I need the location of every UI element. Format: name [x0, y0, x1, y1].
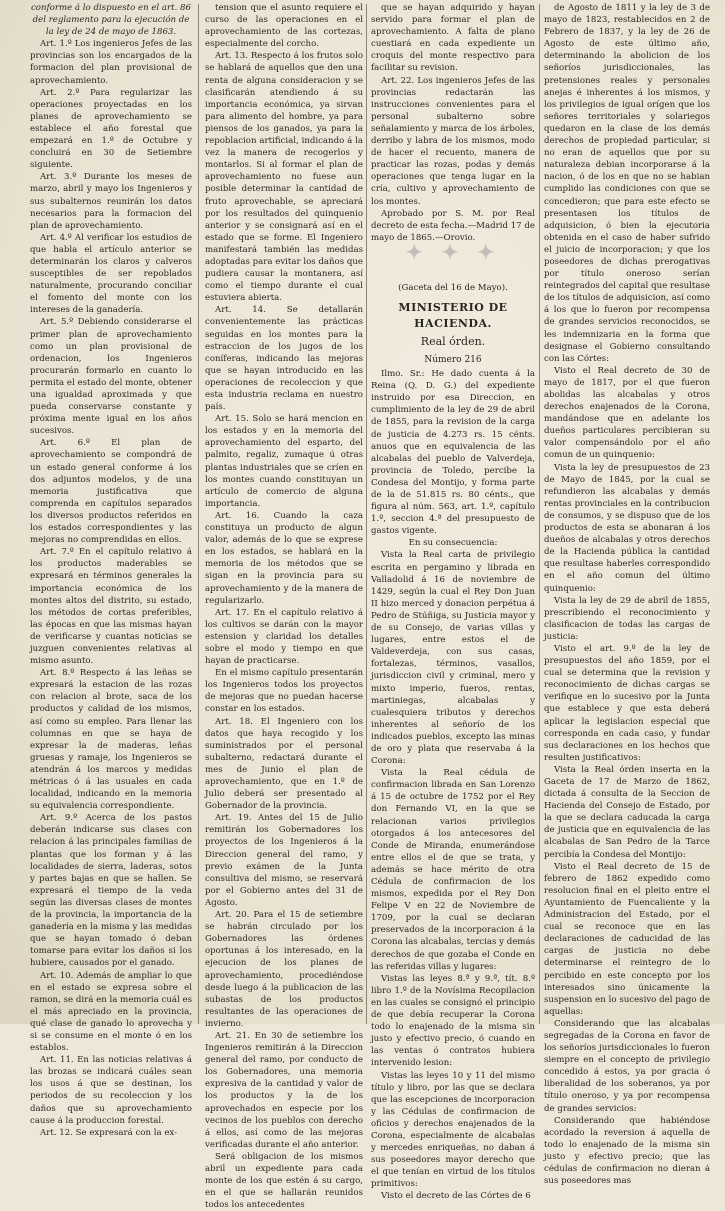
paragraph: Visto el Real decreto de 15 de febrero de 1862 expedido como resolucion final en el pleito entre el Ayuntamiento de Fuencaliente y la Administracion del Estado, por el cual se reconoce que en las declaraciones de caducidad de las cargas de justicia no debe determinarse el reintegro de lo percibido en este concepto por los interesados sino únicamente la suspension en lo sucesivo del pago de aquellas: — [544, 861, 710, 1017]
paragraph: de Agosto de 1811 y la ley de 3 de mayo de 1823, restablecidos en 2 de Febrero de 1837, y la ley de 26 de Agosto de este último año, determinando la abolicion de los señoríos jurisdiccionales, las pretensiones reales y personales anejas é inherentes á los mismos, y los privilegios de igual orígen que los señores territoriales y solariegos quedaron en la clase de los demás derechos de propiedad particular, si no eran de aquellos que por su naturaleza debian incorporarse á la nacion, ó de los en que no se habian cumplido las condiciones con que se concedieron; que para este efecto se presentasen los títulos de adquisicion, ó bien la ejecutoria obtenida en el caso de haber sufrido el juicio de incorporacion; y que los poseedores de dichas prerogativas por título oneroso serían reintegrados del capital que resultase de los títulos de adquisicion, así como á los que lo fueron por recompensa de grandes servicios reconocidos, se les indemnizaria en la forma que designase el Gobierno consultando con las Córtes: — [544, 3, 710, 364]
paragraph: Considerando que habiéndose acordado la reversion á aquella de todo lo enajenado de la misma sin justo y efectivo precio; que las cédulas de confirmacion no dieran á sus poseedores mas — [544, 1115, 710, 1187]
paragraph: que se hayan adquirido y hayan servido para formar el plan de aprovechamiento. A falta de plano cuestiará en cada expediente un croquis del monte respectivo para facilitar su revision. — [371, 3, 535, 74]
paragraph: Será obligacion de los mismos abril un expediente para cada monte de los que estén á su cargo, en el que se hallarán reunidos todos los antecedentes — [205, 1151, 363, 1211]
paragraph: Art. 2.º Para regularizar las operaciones proyectadas en los planes de aprovechamiento se establece el año forestal que empezará en 1.º de Octubre y concluirá en 30 de Setiembre siguiente. — [30, 87, 192, 171]
signature-line: Aprobado por S. M. por Real decreto de esta fecha.—Madrid 17 de mayo de 1865.—Orovio. — [371, 208, 535, 243]
paragraph: Art. 20. Para el 15 de setiembre se habrán circulado por los Gobernadores las órdenes oportunas á los interesado, en la ejecucion de los planes de aprovechamiento, procediéndose desde luego á la publicacion de las subastas de los productos resultantes de las operaciones de invierno. — [205, 910, 363, 1029]
order-number: Número 216 — [424, 354, 482, 365]
column-rule — [198, 4, 199, 1024]
paragraph: Art. 8.º Respecto á las leñas se expresará la estacion de las rozas con relacion al brote, saca de los productos y calidad de los mismos, así como su empleo. Para llenar las columnas en que se haya de expresar la de maderas, leñas gruesas y ramaje, los Ingenieros se atendrán á los marcos y medidas métricas ó á las usuales en cada localidad, indicando en la memoria su equivalencia correspondiente. — [30, 668, 192, 812]
gazette-note: (Gaceta del 16 de Mayo). — [398, 282, 508, 293]
paragraph: Art. 15. Solo se hará mencion en los estados y en la memoria del aprovechamiento del esparto, del palmito, regaliz, zumaque ú otras plantas industriales que se críen en los montes cuando constituyan un artículo de comercio de alguna importancia. — [205, 414, 363, 509]
paragraph: En su consecuencia: — [408, 538, 498, 549]
paragraph: Art. 3.º Durante los meses de marzo, abril y mayo los Ingenieros y sus subalternos reunirán los datos necesarios para la formacion del plan de aprovechamiento. — [30, 172, 192, 231]
paragraph: Art. 22. Los ingenieros Jefes de las provincias redactarán las instrucciones convenientes para el personal subalterno sobre señalamiento y marca de los árboles, derribo y labra de los mismos, modo de hacer el recuento, manera de practicar las rozas, podas y demás operaciones que tenga lugar en la cría, cultivo y aprovechamiento de los montes. — [371, 75, 535, 207]
ministry-title: MINISTERIO DE HACIENDA. — [398, 300, 508, 330]
order-title: Real órden. — [420, 334, 486, 348]
column-1 — [30, 0, 192, 1138]
paragraph: Art. 21. En 30 de setiembre los Ingenieros remitirán á la Direccion general del ramo, por conducto de los Gobernadores, una memoria expresiva de la cantidad y valor de los productos y la de los aprovechados en especie por los vecinos de los pueblos con derecho á ellos, así como de las mejoras verificadas durante el año anterior. — [205, 1030, 363, 1150]
paragraph: Ilmo. Sr.: He dado cuenta á la Reina (Q. D. G.) del expediente instruido por esa Direccion, en cumplimiento de la ley de 29 de abril de 1855, para la revision de la carga de justicia de 4.273 rs. 15 cénts. anuos que en equivalencia de las alcabalas del pueblo de Valverdeja, provincia de Toledo, percibe la Condesa del Montijo, y forma parte de la de 51.815 rs. 80 cénts., que figura al núm. 563, art. 1.º, capítulo 1.º, seccion 4.ª del presupuesto de gastos vigente. — [371, 369, 535, 537]
paragraph: Art. 14. Se detallarán convenientemente las prácticas seguidas en los montes para la estraccion de los jugos de los coníferas, indicando las mejoras que se hayan introducido en las operaciones de recoleccion y que esta industria reclama en nuestro país. — [205, 305, 363, 413]
paragraph: tension que el asunto requiere el curso de las operaciones en el aprovechamiento de las cortezas, especialmente del corcho. — [205, 3, 363, 50]
paragraph: Visto el art. 9.º de la ley de presupuestos del año 1859, por el cual se determina que la revision y reconocimiento de dichas cargas se verifique en lo sucesivo por la Junta que establece y que esta deberá aplicar la legislacion especial que corresponda en cada caso, y fundar sus declaraciones en los hechos que resulten justificativos: — [544, 643, 710, 763]
column-rule — [366, 4, 367, 1024]
paragraph: Vista la ley de 29 de abril de 1855, prescribiendo el reconocimiento y clasificacion de todas las cargas de justicia: — [544, 595, 710, 642]
paragraph: Art. 7.º En el capítulo relativo á los productos maderables se expresará en términos generales la importancia económica de los montes altos del distrito, su estado, los métodos de cortas preferibles, las épocas en que las mismas hayan de verificarse y cuantas noticias se juzguen convenientes relativas al mismo asunto. — [30, 547, 192, 667]
paragraph: En el mismo capítulo presentarán los Ingenieros todos los proyectos de mejoras que no puedan hacerse constar en los estados. — [205, 668, 363, 715]
paragraph: Visto el Real decreto de 30 de mayo de 1817, por el que fueron abolidas las alcabalas y otros derechos enajenados de la Corona, mandándose que en adelante los dueños particulares percibieran su valor compensándolo por el año comun de un quinquenio: — [544, 365, 710, 461]
paragraph: Art. 5.º Debiendo considerarse el primer plan de aprovechamiento como un plan provisional de ordenacion, los Ingenieros procurarán formarlo en cuanto lo permita el estado del monte, obtener una igualdad aproximada y que pueda conservarse constante y próxima mente igual en los años sucesivos. — [30, 317, 192, 437]
paragraph: Art. 18. El Ingeniero con los datos que haya recogido y los suministrados por el personal subalterno, redactará durante el mes de Junio el plan de aprovechamiento, que en 1.º de Julio deberá ser presentado al Gobernador de la provincia. — [205, 716, 363, 812]
column-2 — [205, 0, 363, 1211]
column-rule — [539, 4, 540, 1024]
paragraph: Vista la Real carta de privilegio escrita en pergamino y librada en Valladolid á 16 de noviembre de 1429, según la cual el Rey Don Juan II hizo merced y donacion perpétua á Pedro de Stúñiga, su Justicia mayor y de su Consejo, de varias villas y lugares, entre estos el de Valdeverdeja, con sus casas, fortalezas, términos, vasallos, jurisdiccion civil y criminal, mero y mixto imperio, fueros, rentas, martiniegas, alcabalas y cualesquiera tributos y derechos inherentes al señorío de los indicados pueblos, excepto las minas de oro y plata que reservaba á la Corona: — [371, 550, 535, 767]
paragraph: Art. 12. Se expresará con la ex- — [40, 1127, 178, 1138]
paragraph: Art. 16. Cuando la caza constituya un producto de algun valor, además de lo que se exprese en los estados, se hablará en la memoria de los métodos que se sigan en la provincia para su aprovechamiento y de la manera de regularizarlo. — [205, 510, 363, 606]
paragraph: Art. 9.º Acerca de los pastos deberán indicarse sus clases con relacion á las principales familias de plantas que los forman y á las localidades de sierra, laderas, sotos y partes bajas en que se hallen. Se expresará el tiempo de la veda según las diversas clases de montes de la provincia, la importancia de la ganadería en la misma y las medidas que se hayan tomado ó deban tomarse para evitar los daños si los hubiere, causados por el ganado. — [30, 813, 192, 969]
paragraph: Vistas las leyes 10 y 11 del mismo título y libro, por las que se declara que las escepciones de incorporacion y las Cédulas de confirmacion de oficios y derechos enajenados de la Corona, especialmente de alcabalas y mercedes enriqueñas, no daban á sus poseedores mayor derecho que el que tenían en virtud de los títulos primitivos: — [371, 1070, 535, 1190]
paragraph: Art. 6.º El plan de aprovechamiento se compondrá de un estado general conforme á los dos adjuntos modelos, y de una memoria justificativa que comprenda en capítulos separados los diversos productos referidos en los estados correspondientes y las mejoras no comprendidas en ellos. — [30, 438, 192, 546]
paragraph: Art. 1.º Los ingenieros Jefes de las provincias son los encargados de la formacion del plan provisional de aprovechamiento. — [30, 39, 192, 86]
paragraph: Considerando que las alcabalas segregadas de la Corona en favor de los señoríos jurisdiccionales lo fueron siempre en el concepto de privilegio concedido á estos, ya por gracia ó liberalidad de los soberanos, ya por título oneroso, y ya por recompensa de grandes servicios: — [544, 1018, 710, 1114]
faded-stamp-ornament: ✦ ✦ ✦ — [405, 239, 501, 264]
column-4 — [544, 0, 710, 1187]
paragraph: Visto el decreto de las Córtes de 6 — [381, 1191, 531, 1202]
paragraph: Art. 11. En las noticias relativas á las brozas se indicará cuáles sean los usos á que se destinan, los periodos de su recoleccion y los daños que su aprovechamiento cause á la produccion forestal. — [30, 1055, 192, 1126]
column-1-header: conforme á lo dispuesto en el art. 86 del reglamento para la ejecución de la ley de 24 de mayo de 1863. — [30, 3, 191, 38]
paragraph: Art. 19. Antes del 15 de Julio remitirán los Gobernadores los proyectos de los Ingenieros á la Direccion general del ramo, y previo exámen de la Junta consultiva del mismo, se reservará por el Gobierno antes del 31 de Agosto. — [205, 813, 363, 908]
paragraph: Vista la ley de presupuestos de 23 de Mayo de 1845, por la cual se refundieron las alcabalas y demás rentas provinciales en la contribucion de consumos, y se dispuso que de los productos de esta se abonaran á los dueños de alcabalas y otros derechos de la Hacienda pública la cantidad que resultase haberles correspondido en el año comun del último quinquenio: — [544, 462, 710, 594]
paragraph: Art. 17. En el capítulo relativo á los cultivos se darán con la mayor estension y claridad los detalles sobre el modo y tiempo en que hayan de practicarse. — [205, 607, 363, 667]
paragraph: Vista la Real órden inserta en la Gaceta de 17 de Marzo de 1862, dictada á consulta de la Seccion de Hacienda del Consejo de Estado, por la que se declara caducada la carga de justicia que en equivalencia de las alcabalas de San Pedro de la Tarce percibía la Condesa del Montijo: — [544, 764, 710, 860]
column-3 — [371, 0, 535, 1202]
paragraph: Art. 4.º Al verificar los estudios de que habla el artículo anterior se determinarán los claros y calveros susceptibles de ser repoblados naturalmente, procurando conciliar el fomento del monte con los intereses de la ganadería. — [30, 232, 192, 316]
paragraph: Vistas las leyes 8.ª y 9.ª, tít. 8.º libro 1.º de la Novísima Recopilacion en las cuales se consignó el principio de que debía recuperar la Corona todo lo enajenado de la misma sin justo y efectivo precio, ó cuando en las ventas ó contratos hubiera intervenido lesion: — [371, 973, 535, 1069]
paragraph: Art. 13. Respecto á los frutos solo se hablará de aquellos que den una renta de alguna consideracion y se clasificarán atendiendo á su importancia económica, ya sirvan para alimento del hombre, ya para piensos de los ganados, ya para la repoblacion artificial, indicando á la vez la manera de recogerlos y montarlos. Si al formar el plan de aprovechamiento no fuese aun posible determinar la cantidad de fruto aprovechable, se apreciará por los resultados del quinquenio anterior y se consignará así en el estado que se forme. El Ingeniero manifestará también las medidas adoptadas para evitar los daños que pudiera causar la montanera, así como el tiempo durante el cual estuviera abierta. — [205, 51, 363, 304]
paragraph: Art. 10. Además de ampliar lo que en el estado se expresa sobre el ramon, se dirá en la memoria cuál es el más apreciado en la provincia, qué clase de ganado lo aprovecha y si se consume en el monte ó en los establos. — [30, 970, 192, 1054]
paragraph: Vista la Real cédula de confirmacion librada en San Lorenzo á 15 de octubre de 1752 por el Rey don Fernando VI, en la que se relacionan varios privilegios otorgados á los antecesores del Conde de Miranda, enumerándose entre ellos el de que se trata, y además se hace mérito de otra Cédula de confirmacion de los mismos, expedida por el Rey Don Felipe V en 22 de Noviembre de 1709, por la cual se declaran preservados de la incorporacion á la Corona las alcabalas, tercias y demás derechos de que gozaba el Conde en las referidas villas y lugares: — [371, 768, 535, 972]
